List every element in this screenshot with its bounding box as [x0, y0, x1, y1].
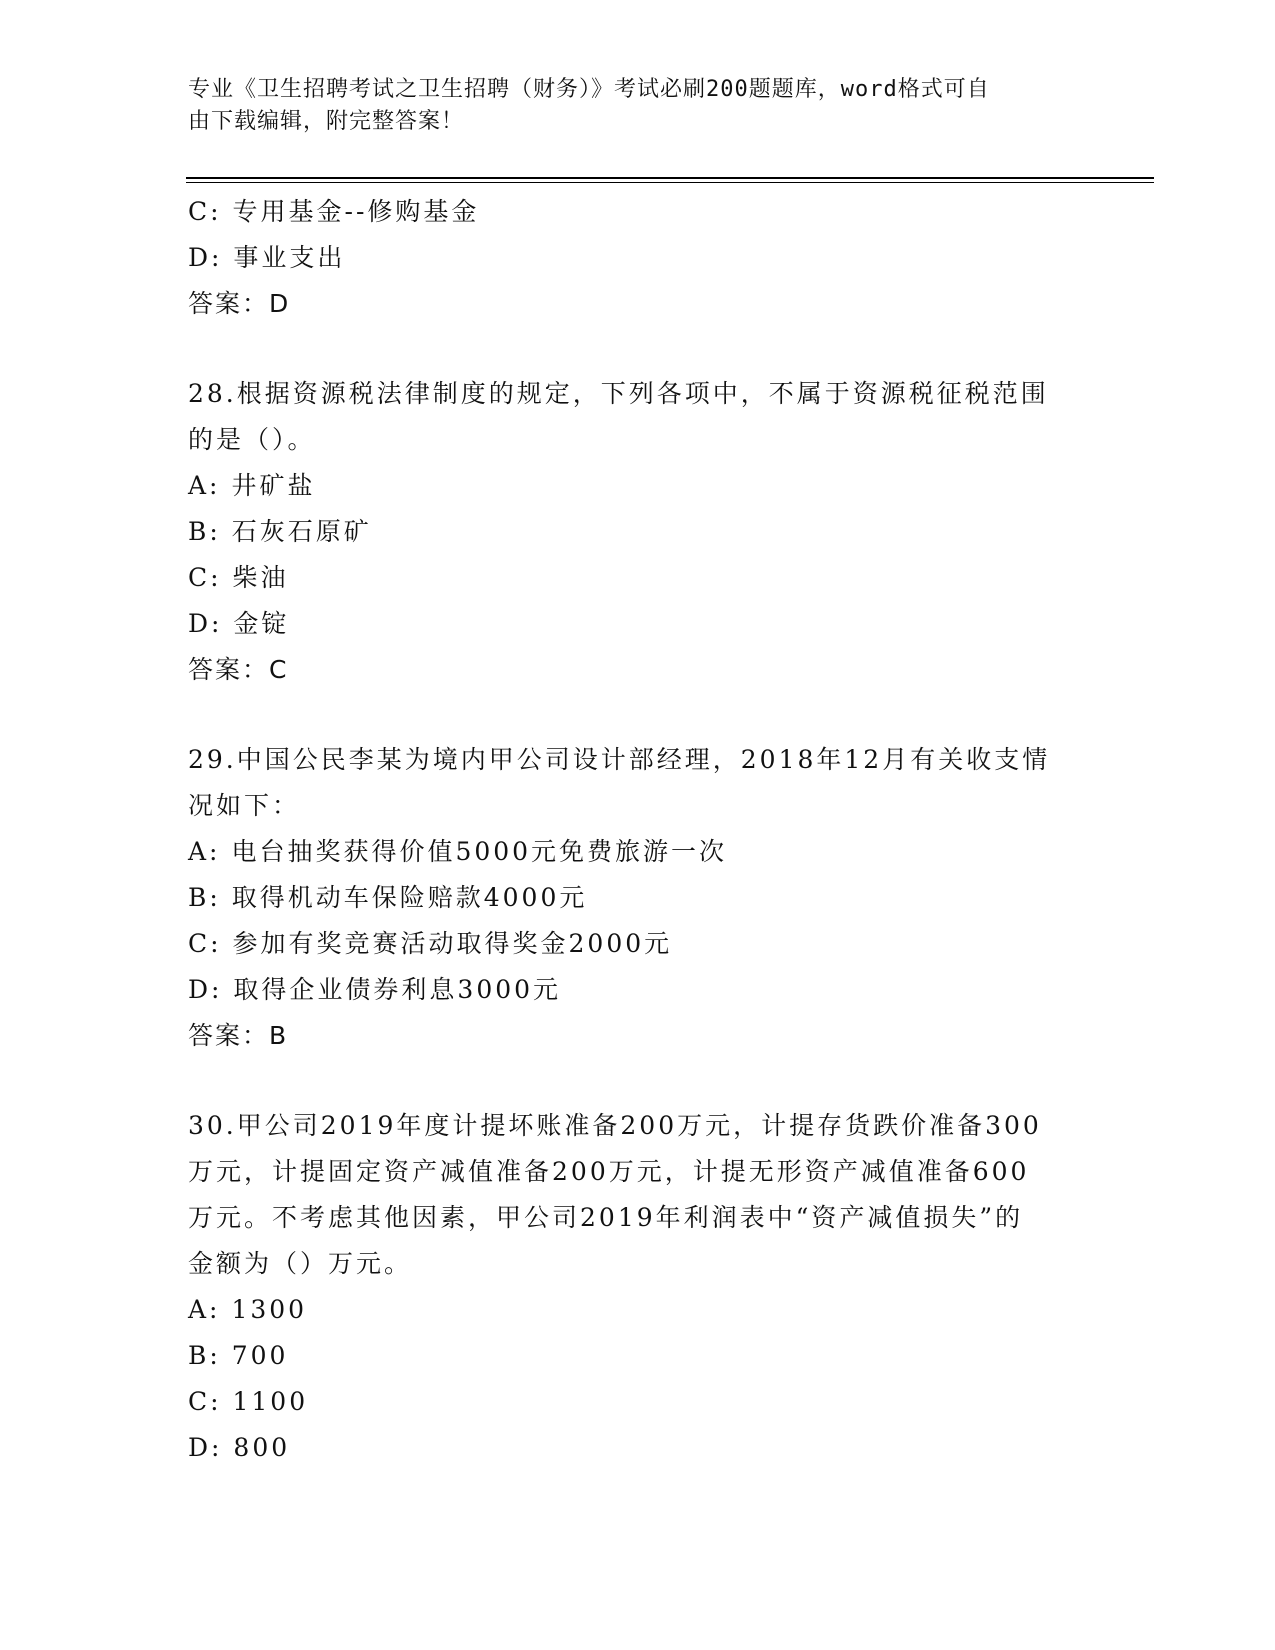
- option-text: 800: [233, 1433, 291, 1462]
- option-c: [188, 555, 1088, 601]
- option-text: 取得机动车保险赔款4000元: [231, 883, 588, 912]
- spacer: [188, 1059, 1088, 1103]
- option-key: D:: [188, 609, 234, 638]
- question-28: [188, 371, 1088, 693]
- option-d: [188, 235, 1088, 281]
- question-stem-line: 30.甲公司2019年度计提坏账准备200万元，计提存货跌价准备300: [188, 1111, 1042, 1140]
- option-text: 专用基金--修购基金: [232, 197, 480, 226]
- option-key: C:: [188, 563, 233, 592]
- answer-line: 答案：B: [188, 1021, 289, 1050]
- option-key: D:: [188, 243, 234, 272]
- option-key: B:: [188, 883, 232, 912]
- option-text: 参加有奖竞赛活动取得奖金2000元: [232, 929, 673, 958]
- question-27-tail: [188, 189, 1088, 327]
- document-header: [188, 74, 1068, 138]
- option-c: [188, 921, 1088, 967]
- spacer: [188, 327, 1088, 371]
- option-key: D:: [188, 1433, 234, 1462]
- answer-line: 答案：C: [188, 655, 289, 684]
- option-key: A:: [188, 837, 232, 866]
- question-stem-line: 28.根据资源税法律制度的规定，下列各项中，不属于资源税征税范围: [188, 379, 1049, 408]
- question-content: [188, 189, 1088, 1471]
- option-text: 电台抽奖获得价值5000元免费旅游一次: [231, 837, 728, 866]
- option-c: [188, 189, 1088, 235]
- option-key: A:: [188, 1295, 232, 1324]
- option-key: C:: [188, 1387, 233, 1416]
- option-text: 700: [231, 1341, 289, 1370]
- option-key: B:: [188, 1341, 232, 1370]
- header-rule-thin: [186, 182, 1154, 183]
- question-stem-line: 万元，计提固定资产减值准备200万元，计提无形资产减值准备600: [188, 1157, 1030, 1186]
- option-a: [188, 1287, 1088, 1333]
- question-stem-line: 金额为（）万元。: [188, 1249, 413, 1278]
- option-key: C:: [188, 929, 233, 958]
- question-30: [188, 1103, 1088, 1471]
- header-line-1: 专业《卫生招聘考试之卫生招聘（财务）》考试必刷200题题库，word格式可自: [188, 77, 990, 102]
- option-text: 取得企业债券利息3000元: [233, 975, 562, 1004]
- option-d: [188, 601, 1088, 647]
- option-b: [188, 1333, 1088, 1379]
- answer-line: 答案：D: [188, 289, 291, 318]
- option-key: D:: [188, 975, 234, 1004]
- option-b: [188, 875, 1088, 921]
- question-stem-line: 万元。不考虑其他因素，甲公司2019年利润表中“资产减值损失”的: [188, 1203, 1024, 1232]
- option-text: 柴油: [232, 563, 289, 592]
- option-text: 事业支出: [233, 243, 346, 272]
- option-b: [188, 509, 1088, 555]
- option-a: [188, 829, 1088, 875]
- question-stem-line: 29.中国公民李某为境内甲公司设计部经理，2018年12月有关收支情: [188, 745, 1051, 774]
- option-key: C:: [188, 197, 233, 226]
- option-text: 井矿盐: [231, 471, 316, 500]
- option-text: 1300: [231, 1295, 308, 1324]
- option-a: [188, 463, 1088, 509]
- header-rule-thick: [186, 177, 1154, 179]
- option-key: A:: [188, 471, 232, 500]
- option-text: 石灰石原矿: [231, 517, 372, 546]
- option-text: 1100: [232, 1387, 309, 1416]
- header-line-2: 由下载编辑，附完整答案！: [188, 109, 465, 134]
- option-c: [188, 1379, 1088, 1425]
- spacer: [188, 693, 1088, 737]
- question-29: [188, 737, 1088, 1059]
- option-d: [188, 967, 1088, 1013]
- option-text: 金锭: [233, 609, 290, 638]
- question-stem-line: 的是（）。: [188, 425, 316, 454]
- option-key: B:: [188, 517, 232, 546]
- option-d: [188, 1425, 1088, 1471]
- question-stem-line: 况如下：: [188, 791, 301, 820]
